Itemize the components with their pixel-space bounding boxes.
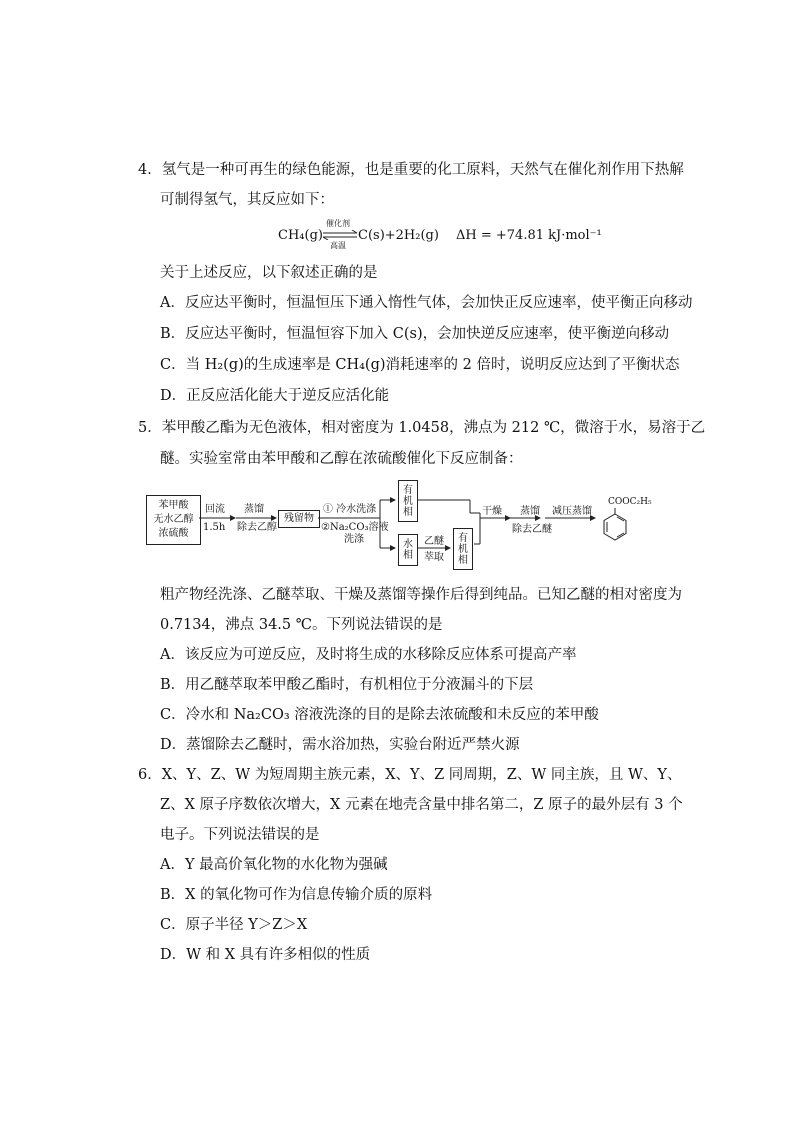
q4-option-d: D．正反应活化能大于逆反应活化能 bbox=[160, 388, 390, 404]
flow-box-organic-1 bbox=[398, 480, 418, 522]
q6-stem-line3: 电子。下列说法错误的是 bbox=[160, 827, 320, 843]
equilibrium-arrow-icon bbox=[322, 230, 358, 240]
q6-option-d: D．W 和 X 具有许多相似的性质 bbox=[160, 947, 371, 963]
q4-stem-line2: 可制得氢气，其反应如下： bbox=[160, 192, 334, 208]
reactant-2: 无水乙醇 bbox=[153, 514, 194, 525]
water-char-2: 相 bbox=[403, 550, 413, 561]
q5-stem-line1: 5．苯甲酸乙酯为无色液体，相对密度为 1.0458，沸点为 212 ℃，微溶于水，易溶于乙 bbox=[138, 420, 706, 436]
org1-char-1: 有 bbox=[403, 484, 413, 496]
step-cold-wash: ① 冷水洗涤 bbox=[323, 504, 377, 515]
water-char-1: 水 bbox=[403, 539, 413, 550]
eq-catalyst: 催化剂 bbox=[326, 219, 350, 228]
q5-flowchart bbox=[140, 480, 680, 585]
product-substituent: COOC₂H₅ bbox=[608, 497, 652, 507]
org1-char-2: 机 bbox=[403, 495, 413, 507]
org2-char-1: 有 bbox=[458, 532, 468, 544]
q5-stem-line4: 0.7134，沸点 34.5 ℃。下列说法错误的是 bbox=[160, 617, 443, 633]
q5-stem-line3: 粗产物经洗涤、乙醚萃取、干燥及蒸馏等操作后得到纯品。已知乙醚的相对密度为 bbox=[160, 587, 682, 603]
eq-condition: 高温 bbox=[330, 241, 346, 250]
q5-option-a: A．该反应为可逆反应，及时将生成的水移除反应体系可提高产率 bbox=[160, 647, 577, 663]
q6-option-b: B．X 的氧化物可作为信息传输介质的原料 bbox=[160, 887, 433, 903]
step-remove-ethanol: 除去乙醇 bbox=[237, 522, 277, 533]
reactant-3: 浓硫酸 bbox=[158, 528, 189, 539]
flow-box-residue: 残留物 bbox=[278, 510, 320, 528]
flow-box-reactants bbox=[146, 495, 201, 545]
q6-option-c: C．原子半径 Y＞Z＞X bbox=[160, 917, 308, 933]
reactant-1: 苯甲酸 bbox=[158, 500, 189, 511]
step-dry: 干燥 bbox=[482, 506, 502, 517]
q6-option-a: A．Y 最高价氧化物的水化物为强碱 bbox=[160, 857, 388, 873]
org2-char-2: 机 bbox=[458, 543, 468, 555]
step-ether: 乙醚 bbox=[424, 536, 444, 547]
step-distill-1: 蒸馏 bbox=[244, 504, 264, 515]
eq-enthalpy: ΔH = +74.81 kJ·mol⁻¹ bbox=[456, 228, 602, 243]
eq-products: C(s)+2H₂(g) bbox=[358, 228, 439, 243]
org1-char-3: 相 bbox=[403, 506, 413, 518]
q6-stem-line1: 6．X、Y、Z、W 为短周期主族元素，X、Y、Z 同周期，Z、W 同主族，且 W、Y、 bbox=[138, 767, 682, 783]
step-distill-2: 蒸馏 bbox=[520, 506, 540, 517]
flow-box-aqueous bbox=[398, 534, 418, 566]
step-reflux-time: 1.5h bbox=[203, 522, 226, 533]
q5-stem-line2: 醚。实验室常由苯甲酸和乙醇在浓硫酸催化下反应制备： bbox=[160, 451, 523, 467]
step-reflux: 回流 bbox=[205, 504, 225, 515]
q4-option-b: B．反应达平衡时，恒温恒容下加入 C(s)，会加快逆反应速率，使平衡逆向移动 bbox=[160, 326, 670, 342]
step-vacuum-distill: 减压蒸馏 bbox=[552, 506, 592, 517]
flow-box-organic-2 bbox=[453, 528, 473, 570]
benzene-ring-icon bbox=[595, 508, 635, 548]
q4-option-c: C．当 H₂(g)的生成速率是 CH₄(g)消耗速率的 2 倍时，说明反应达到了平衡状态 bbox=[160, 357, 680, 373]
q4-option-a: A．反应达平衡时，恒温恒压下通入惰性气体，会加快正反应速率，使平衡正向移动 bbox=[160, 295, 693, 311]
q4-stem-line1: 4．氢气是一种可再生的绿色能源，也是重要的化工原料，天然气在催化剂作用下热解 bbox=[138, 162, 684, 178]
q4-question: 关于上述反应，以下叙述正确的是 bbox=[160, 265, 378, 281]
q5-option-b: B．用乙醚萃取苯甲酸乙酯时，有机相位于分液漏斗的下层 bbox=[160, 677, 534, 693]
q5-option-d: D．蒸馏除去乙醚时，需水浴加热，实验台附近严禁火源 bbox=[160, 737, 520, 753]
eq-reactant: CH₄(g) bbox=[278, 228, 323, 243]
step-wash: 洗涤 bbox=[344, 534, 364, 545]
step-carbonate-wash: ②Na₂CO₃溶液 bbox=[321, 522, 389, 533]
step-extract: 萃取 bbox=[424, 552, 444, 563]
q6-stem-line2: Z、X 原子序数依次增大，X 元素在地壳含量中排名第二，Z 原子的最外层有 3 个 bbox=[160, 797, 683, 813]
q5-option-c: C．冷水和 Na₂CO₃ 溶液洗涤的目的是除去浓硫酸和未反应的苯甲酸 bbox=[160, 707, 599, 723]
q4-equation bbox=[278, 219, 618, 256]
step-remove-ether: 除去乙醚 bbox=[512, 524, 552, 535]
org2-char-3: 相 bbox=[458, 554, 468, 566]
